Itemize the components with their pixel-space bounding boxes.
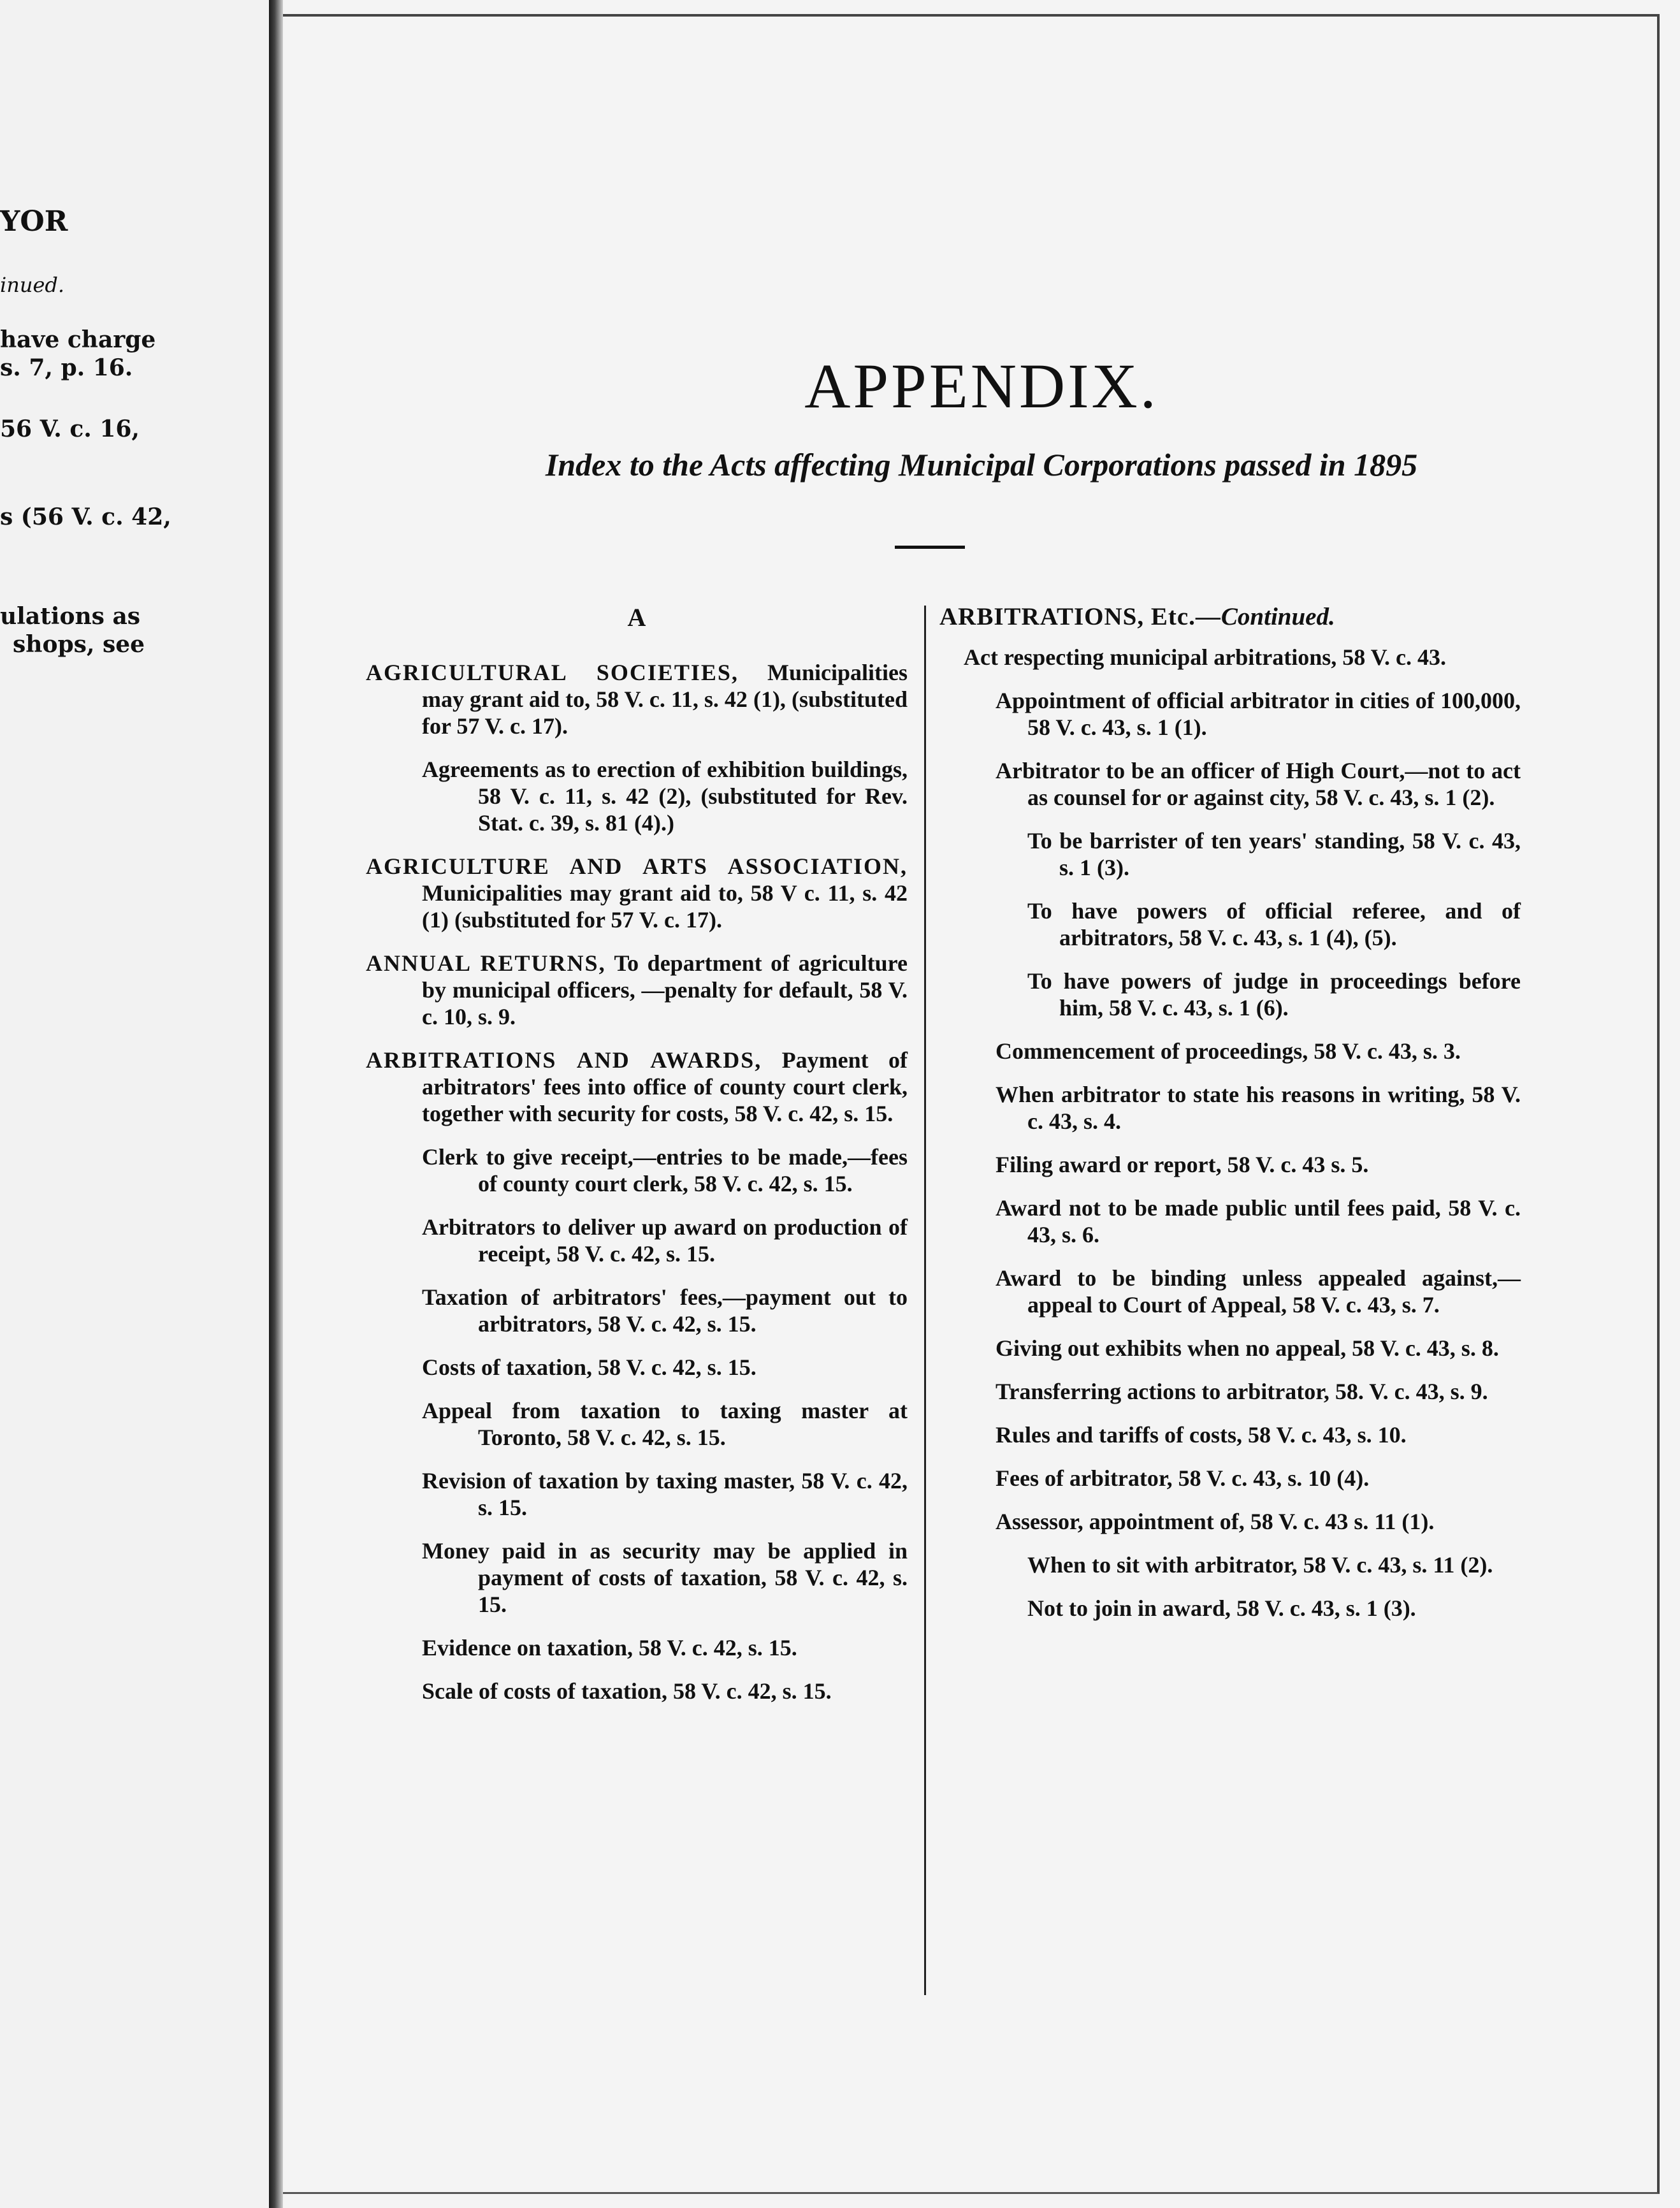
column-heading-text: ARBITRATIONS, Etc.—	[939, 603, 1221, 630]
left-page-fragment: 56 V. c. 16,	[0, 416, 140, 442]
index-entry	[366, 853, 908, 933]
left-page-fragment: have charge	[0, 326, 156, 353]
previous-page-fragment	[0, 0, 269, 2208]
entry-text: Payment of arbitrators' fees into office of county court clerk, together with security for costs, 58 V. c. 42, s. 15.	[422, 1047, 908, 1126]
left-column	[366, 602, 908, 1721]
index-subentry: Assessor, appointment of, 58 V. c. 43 s. 11 (1).	[996, 1509, 1435, 1534]
index-entry	[366, 659, 908, 739]
index-subentry: Taxation of arbitrators' fees,—payment out to arbitrators, 58 V. c. 42, s. 15.	[422, 1284, 908, 1337]
appendix-page	[283, 0, 1680, 2208]
index-subentry: Evidence on taxation, 58 V. c. 42, s. 15.	[422, 1635, 797, 1660]
index-subentry: Award not to be made public until fees paid, 58 V. c. 43, s. 6.	[996, 1195, 1521, 1247]
index-subentry: When arbitrator to state his reasons in writing, 58 V. c. 43, s. 4.	[996, 1082, 1521, 1134]
index-subentry: Commencement of proceedings, 58 V. c. 43, s. 3.	[996, 1038, 1461, 1064]
page-title: APPENDIX.	[804, 351, 1159, 421]
index-subentry: Transferring actions to arbitrator, 58. V. c. 43, s. 9.	[996, 1379, 1488, 1404]
index-subentry: Filing award or report, 58 V. c. 43 s. 5.	[996, 1152, 1369, 1177]
left-page-fragment: inued.	[0, 273, 65, 297]
page-subtitle: Index to the Acts affecting Municipal Corporations passed in 1895	[545, 447, 1418, 483]
book-gutter	[269, 0, 283, 2208]
index-letter: A	[627, 603, 646, 632]
left-page-fragment: shops, see	[13, 631, 145, 658]
index-subentry: To have powers of judge in proceedings before him, 58 V. c. 43, s. 1 (6).	[1027, 968, 1521, 1020]
index-subentry: Fees of arbitrator, 58 V. c. 43, s. 10 (4).	[996, 1465, 1370, 1491]
index-subentry: Costs of taxation, 58 V. c. 42, s. 15.	[422, 1355, 757, 1380]
index-subentry: Not to join in award, 58 V. c. 43, s. 1 (3).	[1027, 1595, 1416, 1621]
left-page-fragment: ulations as	[0, 603, 141, 630]
left-page-fragment: s (56 V. c. 42,	[0, 504, 171, 530]
column-divider	[924, 606, 926, 1995]
left-page-fragment: YOR	[0, 205, 68, 238]
entry-heading: AGRICULTURE AND ARTS ASSOCIATION,	[366, 853, 908, 879]
index-entry	[366, 950, 908, 1030]
index-subentry: Money paid in as security may be applied in payment of costs of taxation, 58 V. c. 42, s. 15.	[422, 1538, 908, 1617]
index-subentry: Appeal from taxation to taxing master at Toronto, 58 V. c. 42, s. 15.	[422, 1398, 908, 1450]
entry-text: Municipalities may grant aid to, 58 V c. 11, s. 42 (1) (substituted for 57 V. c. 17).	[422, 880, 908, 933]
index-subentry: To have powers of official referee, and of arbitrators, 58 V. c. 43, s. 1 (4), (5).	[1027, 898, 1521, 950]
entry-text: Municipalities may grant aid to, 58 V. c. 11, s. 42 (1), (substituted for 57 V. c. 17).	[422, 660, 908, 739]
index-subentry: When to sit with arbitrator, 58 V. c. 43, s. 11 (2).	[1027, 1552, 1493, 1578]
continued-label: Continued.	[1220, 603, 1335, 630]
index-subentry: Clerk to give receipt,—entries to be made,—fees of county court clerk, 58 V. c. 42, s. 15.	[422, 1144, 908, 1196]
index-subentry: Act respecting municipal arbitrations, 58 V. c. 43.	[964, 644, 1446, 670]
column-heading	[939, 602, 1521, 631]
entry-heading: AGRICULTURAL SOCIETIES,	[366, 660, 739, 685]
entry-heading: ARBITRATIONS AND AWARDS,	[366, 1047, 762, 1073]
index-subentry: Appointment of official arbitrator in cities of 100,000, 58 V. c. 43, s. 1 (1).	[996, 688, 1521, 740]
index-subentry: Agreements as to erection of exhibition buildings, 58 V. c. 11, s. 42 (2), (substituted for Rev. Stat. c. 39, s. 81 (4).)	[422, 757, 908, 836]
right-column	[939, 602, 1521, 1638]
index-entry	[366, 1047, 908, 1127]
title-rule	[895, 546, 965, 549]
index-subentry: Giving out exhibits when no appeal, 58 V. c. 43, s. 8.	[996, 1335, 1499, 1361]
index-subentry: Scale of costs of taxation, 58 V. c. 42, s. 15.	[422, 1678, 832, 1704]
index-subentry: Rules and tariffs of costs, 58 V. c. 43, s. 10.	[996, 1422, 1407, 1448]
entry-text: To department of agriculture by municipal officers, —penalty for default, 58 V. c. 10, s. 9.	[422, 950, 908, 1029]
index-subentry: Award to be binding unless appealed against,—appeal to Court of Appeal, 58 V. c. 43, s. 7.	[996, 1265, 1521, 1318]
index-subentry: To be barrister of ten years' standing, 58 V. c. 43, s. 1 (3).	[1027, 828, 1521, 880]
entry-heading: ANNUAL RETURNS,	[366, 950, 606, 976]
left-page-fragment: s. 7, p. 16.	[0, 354, 133, 381]
index-subentry: Revision of taxation by taxing master, 58 V. c. 42, s. 15.	[422, 1468, 908, 1520]
index-subentry: Arbitrators to deliver up award on production of receipt, 58 V. c. 42, s. 15.	[422, 1214, 908, 1267]
index-subentry: Arbitrator to be an officer of High Court,—not to act as counsel for or against city, 58 V. c. 43, s. 1 (2).	[996, 758, 1521, 810]
